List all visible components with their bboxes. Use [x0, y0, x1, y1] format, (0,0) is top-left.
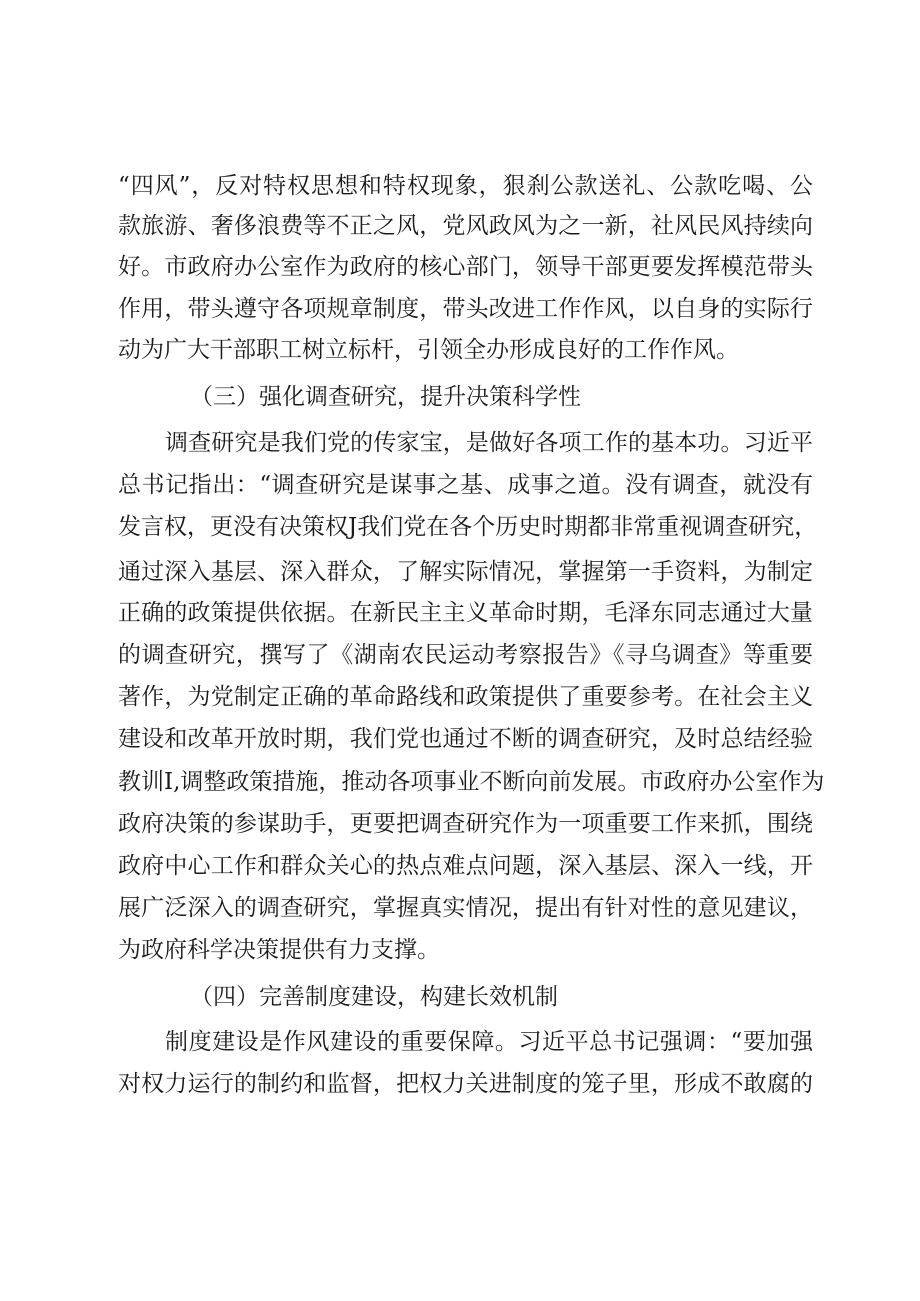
body-text-line: 动为广大干部职工树立标杆，引领全办形成良好的工作作风。 [118, 337, 739, 363]
body-text-line: 正确的政策提供依据。在新民主主义革命时期，毛泽东同志通过大量 [118, 600, 813, 626]
body-text-line: 通过深入基层、深入群众，了解实际情况，掌握第一手资料，为制定 [118, 559, 813, 585]
body-text-line: 著作，为党制定正确的革命路线和政策提供了重要参考。在社会主义 [118, 684, 813, 710]
section-heading: （三）强化调查研究，提升决策科学性 [190, 384, 581, 410]
body-text-line: 发言权，更没有决策权J我们党在各个历史时期都非常重视调查研究， [118, 514, 818, 540]
body-text-line: 政府决策的参谋助手，更要把调查研究作为一项重要工作来抓，围绕 [118, 811, 813, 837]
body-text-line: 为政府科学决策提供有力支撑。 [118, 937, 440, 963]
body-text-line: 总书记指出：“调查研究是谋事之基、成事之道。没有调查，就没有 [118, 472, 813, 498]
body-text-line: 制度建设是作风建设的重要保障。习近平总书记强调：“要加强 [165, 1029, 813, 1055]
body-text-line: 好。市政府办公室作为政府的核心部门，领导干部更要发挥模范带头 [118, 254, 813, 280]
body-text-line: 作用，带头遵守各项规章制度，带头改进工作作风，以自身的实际行 [118, 296, 813, 322]
body-text-line: 建设和改革开放时期，我们党也通过不断的调查研究，及时总结经验 [118, 726, 813, 752]
body-text-line: 款旅游、奢侈浪费等不正之风，党风政风为之一新，社风民风持续向 [118, 213, 813, 239]
body-text-line: 展广泛深入的调查研究，掌握真实情况，提出有针对性的意见建议， [118, 895, 813, 921]
body-text-line: 政府中心工作和群众关心的热点难点问题，深入基层、深入一线，开 [118, 853, 813, 879]
body-text-line: 的调查研究，撰写了《湖南农民运动考察报告》《寻乌调查》等重要 [118, 642, 813, 668]
section-heading: （四）完善制度建设，构建长效机制 [190, 984, 558, 1010]
body-text-line: 教训I,调整政策措施，推动各项事业不断向前发展。市政府办公室作为 [118, 769, 825, 795]
body-text-line: “四风”，反对特权思想和特权现象，狠刹公款送礼、公款吃喝、公 [118, 173, 813, 199]
body-text-line: 对权力运行的制约和监督，把权力关进制度的笼子里，形成不敢腐的 [118, 1071, 813, 1097]
body-text-line: 调查研究是我们党的传家宝，是做好各项工作的基本功。习近平 [165, 430, 813, 456]
